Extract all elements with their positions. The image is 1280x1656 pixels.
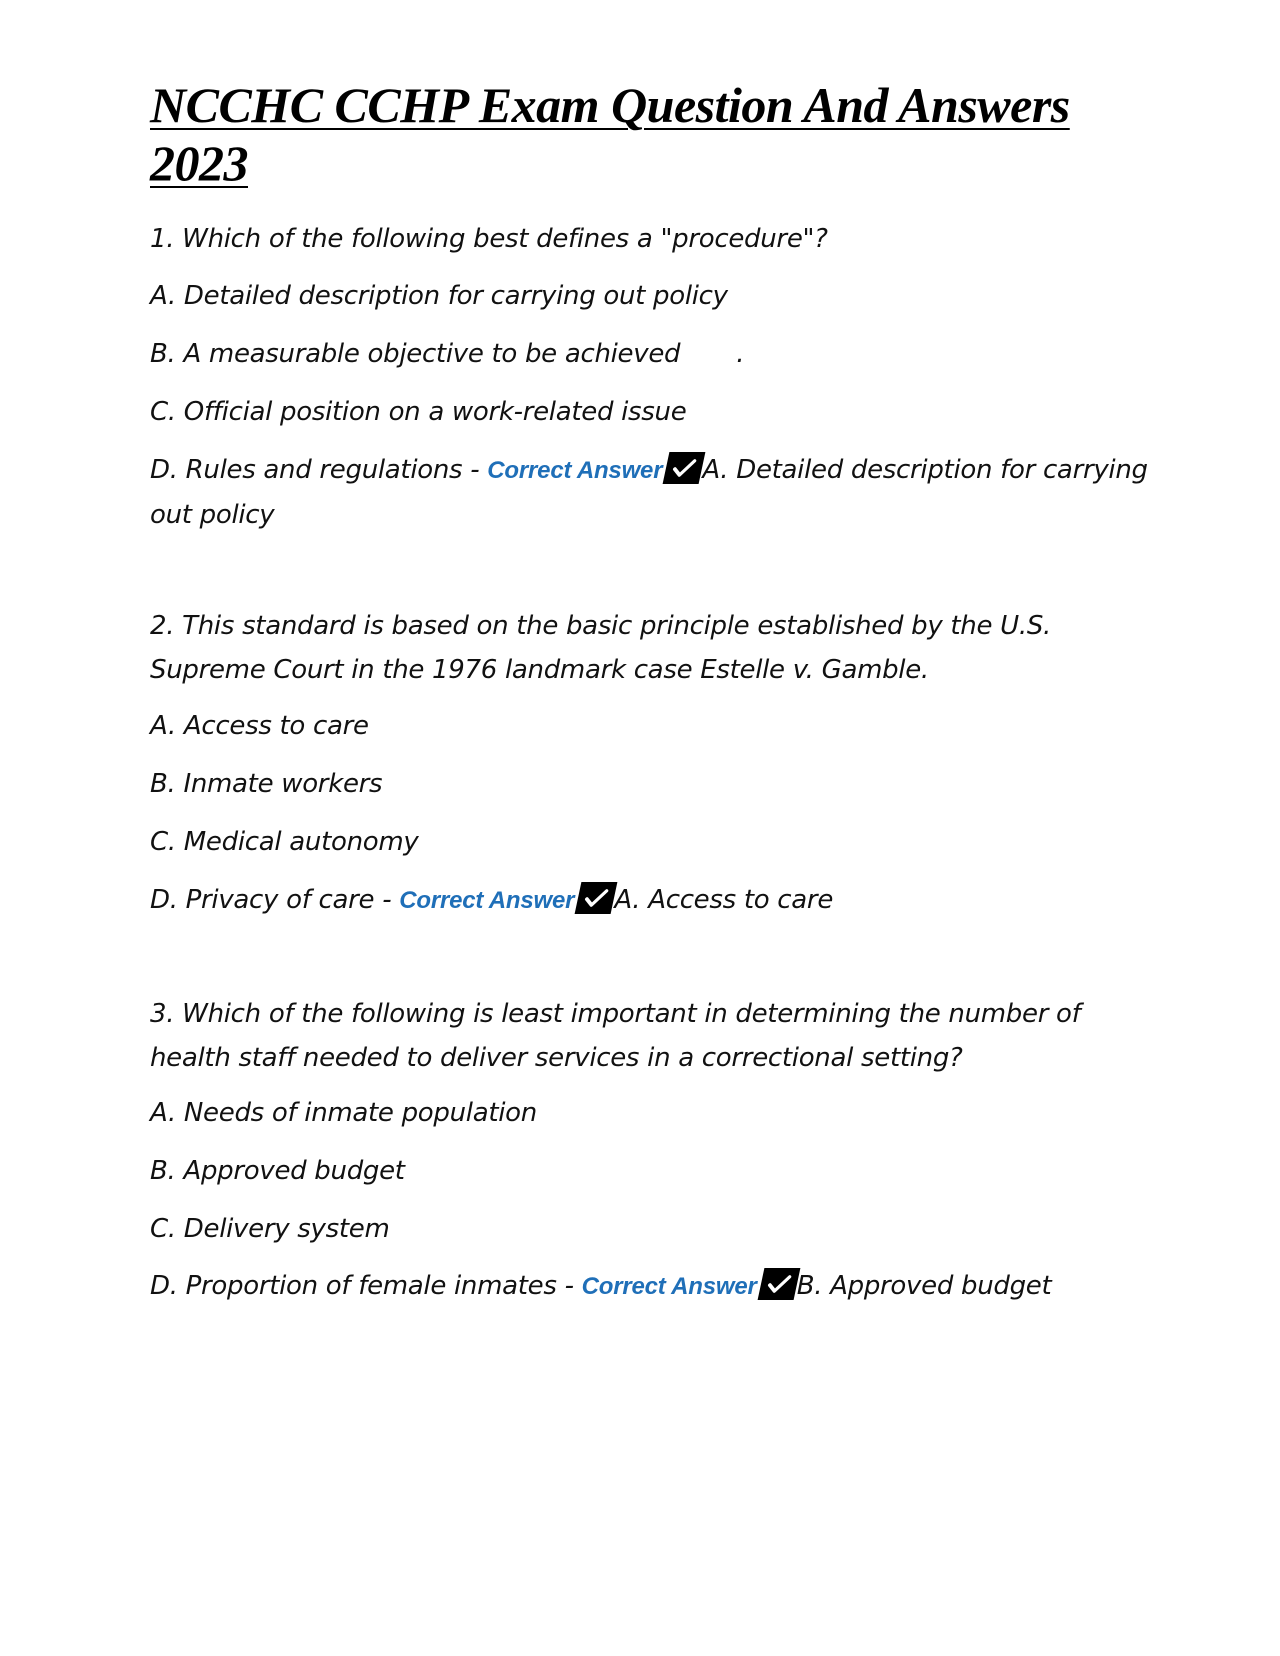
question-1-option-c: C. Official position on a work-related issue [150,397,687,427]
correct-answer-label: Correct Answer [487,457,663,484]
question-1-option-a: A. Detailed description for carrying out policy [150,281,728,311]
question-2-option-c: C. Medical autonomy [150,827,419,857]
checkmark-icon [663,452,706,484]
answer-text: A. Access to care [614,885,834,915]
answer-text: B. Approved budget [796,1271,1052,1301]
question-2-option-b: B. Inmate workers [150,769,383,799]
question-3-option-b: B. Approved budget [150,1156,405,1186]
checkmark-icon [575,882,618,914]
document-title: NCCHC CCHP Exam Question And Answers 2023 [150,77,1070,191]
checkmark-icon [757,1268,800,1300]
question-1-option-b [150,332,1150,376]
question-3-option-d [150,1264,1150,1309]
correct-answer-label: Correct Answer [581,1273,757,1300]
question-3-text: 3. Which of the following is least important in determining the number of health staff needed to deliver services in a correctional setting? [150,999,1081,1073]
question-3-option-a: A. Needs of inmate population [150,1098,537,1128]
trailing-mark: . [736,339,745,369]
question-3-option-c: C. Delivery system [150,1214,390,1244]
option-text: D. Proportion of female inmates - [150,1271,574,1301]
question-1-text: 1. Which of the following best defines a "procedure"? [150,224,828,254]
answer-text: A. Detailed description for carrying out policy [150,455,1148,530]
correct-answer-label: Correct Answer [399,887,575,914]
question-2-option-d [150,878,1150,923]
question-2-text: 2. This standard is based on the basic principle established by the U.S. Supreme Court in the 1976 landmark case Estelle v. Gamble. [150,611,1052,685]
option-text: D. Rules and regulations - [150,455,480,485]
question-2-option-a: A. Access to care [150,711,369,741]
question-1-option-d [150,448,1150,537]
option-text: B. A measurable objective to be achieved [150,339,681,369]
option-text: D. Privacy of care - [150,885,392,915]
